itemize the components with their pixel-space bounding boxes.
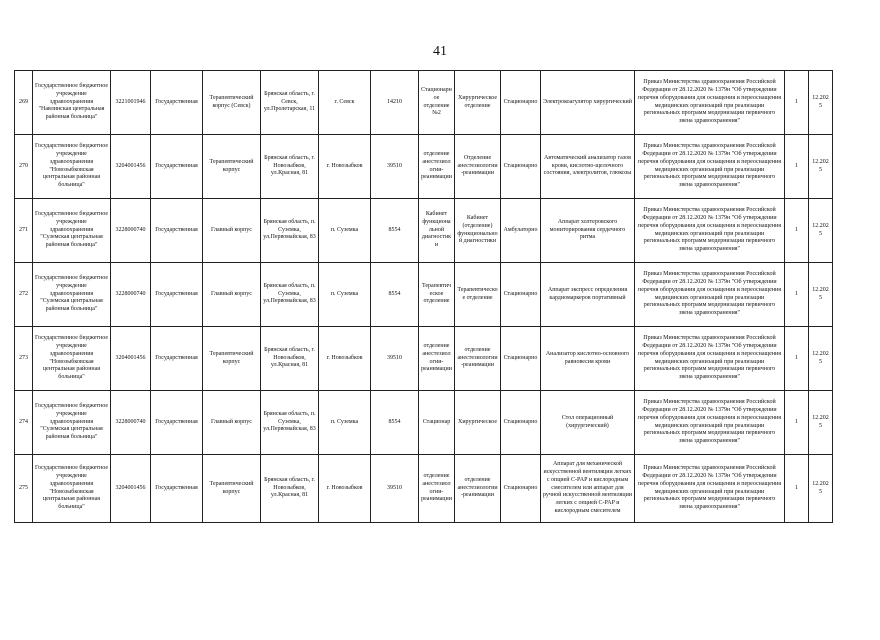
address-cell: Брянская область, г. Новозыбков, ул.Красная, 81 — [261, 135, 319, 199]
ownership-cell: Государственная — [151, 199, 203, 263]
locality-cell: г. Севск — [319, 71, 371, 135]
table-row — [15, 391, 833, 455]
table-row — [15, 455, 833, 523]
row-number-cell: 272 — [15, 263, 33, 327]
locality-code-cell: 8554 — [371, 263, 419, 327]
care-type-cell: Стационарно — [501, 455, 541, 523]
organization-cell: Государственное бюджетное учреждение здравоохранения "Суземская центральная районная больница" — [33, 263, 111, 327]
quantity-cell: 1 — [785, 327, 809, 391]
department-cell: Хирургическое отделение — [455, 71, 501, 135]
locality-cell: п. Суземка — [319, 263, 371, 327]
inn-cell: 3228000740 — [111, 391, 151, 455]
care-type-cell: Стационарно — [501, 327, 541, 391]
organization-cell: Государственное бюджетное учреждение здравоохранения "Суземская центральная районная больница" — [33, 199, 111, 263]
equipment-cell: Автоматический анализатор газов крови, кислотно-щелочного состояния, электролитов, глюкозы — [541, 135, 635, 199]
locality-code-cell: 39510 — [371, 135, 419, 199]
building-cell: Главный корпус — [203, 391, 261, 455]
address-cell: Брянская область, г. Новозыбков, ул.Красная, 81 — [261, 327, 319, 391]
locality-code-cell: 8554 — [371, 391, 419, 455]
table-row — [15, 71, 833, 135]
address-cell: Брянская область, п. Суземка, ул.Первомайская, 83 — [261, 263, 319, 327]
department-cell: Терапевтическое отделение — [455, 263, 501, 327]
ownership-cell: Государственная — [151, 455, 203, 523]
department-cell: отделение анестезиологии-реанимации — [455, 327, 501, 391]
row-number-cell: 273 — [15, 327, 33, 391]
unit-cell: отделение анестезиологии-реанимации — [419, 327, 455, 391]
locality-cell: п. Суземка — [319, 391, 371, 455]
locality-cell: п. Суземка — [319, 199, 371, 263]
building-cell: Главный корпус — [203, 199, 261, 263]
organization-cell: Государственное бюджетное учреждение здравоохранения "Новозыбковская центральная районная больница" — [33, 135, 111, 199]
care-type-cell: Стационарно — [501, 71, 541, 135]
building-cell: Терапевтический корпус — [203, 327, 261, 391]
row-number-cell: 269 — [15, 71, 33, 135]
inn-cell: 3221001946 — [111, 71, 151, 135]
ownership-cell: Государственная — [151, 71, 203, 135]
page-number: 41 — [433, 44, 447, 59]
address-cell: Брянская область, п. Суземка, ул.Первомайская, 83 — [261, 391, 319, 455]
legal-basis-cell: Приказ Министерства здравоохранения Российской Федерации от 28.12.2020 № 1379н "Об утверждении перечня оборудования для оснащения и переоснащения медицинских организаций при реализации региональных программ модернизации первичного звена здравоохранения" — [635, 199, 785, 263]
ownership-cell: Государственная — [151, 327, 203, 391]
locality-code-cell: 14210 — [371, 71, 419, 135]
row-number-cell: 274 — [15, 391, 33, 455]
address-cell: Брянская область, п. Суземка, ул.Первомайская, 83 — [261, 199, 319, 263]
locality-code-cell: 39510 — [371, 327, 419, 391]
legal-basis-cell: Приказ Министерства здравоохранения Российской Федерации от 28.12.2020 № 1379н "Об утверждении перечня оборудования для оснащения и переоснащения медицинских организаций при реализации региональных программ модернизации первичного звена здравоохранения" — [635, 263, 785, 327]
inn-cell: 3204001456 — [111, 327, 151, 391]
table-body — [15, 71, 833, 523]
deadline-cell: 12.2025 — [809, 135, 833, 199]
legal-basis-cell: Приказ Министерства здравоохранения Российской Федерации от 28.12.2020 № 1379н "Об утверждении перечня оборудования для оснащения и переоснащения медицинских организаций при реализации региональных программ модернизации первичного звена здравоохранения" — [635, 327, 785, 391]
department-cell: отделение анестезиологии-реанимации — [455, 455, 501, 523]
equipment-cell: Аппарат холтеровского мониторирования сердечного ритма — [541, 199, 635, 263]
legal-basis-cell: Приказ Министерства здравоохранения Российской Федерации от 28.12.2020 № 1379н "Об утверждении перечня оборудования для оснащения и переоснащения медицинских организаций при реализации региональных программ модернизации первичного звена здравоохранения" — [635, 455, 785, 523]
equipment-cell: Аппарат экспресс определения кардиомаркеров портативный — [541, 263, 635, 327]
building-cell: Терапевтический корпус — [203, 135, 261, 199]
quantity-cell: 1 — [785, 199, 809, 263]
row-number-cell: 275 — [15, 455, 33, 523]
organization-cell: Государственное бюджетное учреждение здравоохранения "Суземская центральная районная больница" — [33, 391, 111, 455]
organization-cell: Государственное бюджетное учреждение здравоохранения "Новозыбковская центральная районная больница" — [33, 455, 111, 523]
department-cell: Отделение анестезиологии-реанимации — [455, 135, 501, 199]
care-type-cell: Амбулаторно — [501, 199, 541, 263]
deadline-cell: 12.2025 — [809, 263, 833, 327]
organization-cell: Государственное бюджетное учреждение здравоохранения "Новозыбковская центральная районная больница" — [33, 327, 111, 391]
legal-basis-cell: Приказ Министерства здравоохранения Российской Федерации от 28.12.2020 № 1379н "Об утверждении перечня оборудования для оснащения и переоснащения медицинских организаций при реализации региональных программ модернизации первичного звена здравоохранения" — [635, 391, 785, 455]
equipment-cell: Стол операционный (хирургический) — [541, 391, 635, 455]
legal-basis-cell: Приказ Министерства здравоохранения Российской Федерации от 28.12.2020 № 1379н "Об утверждении перечня оборудования для оснащения и переоснащения медицинских организаций при реализации региональных программ модернизации первичного звена здравоохранения" — [635, 135, 785, 199]
row-number-cell: 271 — [15, 199, 33, 263]
unit-cell: Стационар — [419, 391, 455, 455]
ownership-cell: Государственная — [151, 135, 203, 199]
inn-cell: 3228000740 — [111, 199, 151, 263]
quantity-cell: 1 — [785, 391, 809, 455]
department-cell: Кабинет (отделение) функциональной диагностики — [455, 199, 501, 263]
locality-code-cell: 8554 — [371, 199, 419, 263]
building-cell: Терапевтический корпус (Севск) — [203, 71, 261, 135]
inn-cell: 3204001456 — [111, 455, 151, 523]
organization-cell: Государственное бюджетное учреждение здравоохранения "Навлинская центральная районная больница" — [33, 71, 111, 135]
department-cell: Хирургическое — [455, 391, 501, 455]
unit-cell: Терапевтическое отделение — [419, 263, 455, 327]
equipment-cell: Электрокоагулятор хирургический — [541, 71, 635, 135]
deadline-cell: 12.2025 — [809, 199, 833, 263]
unit-cell: отделение анестезиологии-реанимации — [419, 135, 455, 199]
building-cell: Терапевтический корпус — [203, 455, 261, 523]
unit-cell: Стационарное отделение №2 — [419, 71, 455, 135]
unit-cell: Кабинет функциональной диагностики — [419, 199, 455, 263]
locality-cell: г. Новозыбков — [319, 135, 371, 199]
legal-basis-cell: Приказ Министерства здравоохранения Российской Федерации от 28.12.2020 № 1379н "Об утверждении перечня оборудования для оснащения и переоснащения медицинских организаций при реализации региональных программ модернизации первичного звена здравоохранения" — [635, 71, 785, 135]
table-row — [15, 263, 833, 327]
deadline-cell: 12.2025 — [809, 391, 833, 455]
locality-cell: г. Новозыбков — [319, 327, 371, 391]
care-type-cell: Стационарно — [501, 391, 541, 455]
row-number-cell: 270 — [15, 135, 33, 199]
address-cell: Брянская область, г. Севск, ул.Пролетарская, 11 — [261, 71, 319, 135]
quantity-cell: 1 — [785, 135, 809, 199]
locality-cell: г. Новозыбков — [319, 455, 371, 523]
inn-cell: 3228000740 — [111, 263, 151, 327]
quantity-cell: 1 — [785, 455, 809, 523]
deadline-cell: 12.2025 — [809, 327, 833, 391]
table-row — [15, 135, 833, 199]
inn-cell: 3204001456 — [111, 135, 151, 199]
deadline-cell: 12.2025 — [809, 71, 833, 135]
locality-code-cell: 39510 — [371, 455, 419, 523]
address-cell: Брянская область, г. Новозыбков, ул.Красная, 81 — [261, 455, 319, 523]
equipment-cell: Аппарат для механической искусственной вентиляции легких с опцией C-PAP и кислородным смесителем или аппарат для ручной искусственной вентиляции легких с опцией C-PAP и кислородным смесителем — [541, 455, 635, 523]
unit-cell: отделение анестезиологии-реанимации — [419, 455, 455, 523]
table-row — [15, 199, 833, 263]
table-row — [15, 327, 833, 391]
care-type-cell: Стационарно — [501, 263, 541, 327]
care-type-cell: Стационарно — [501, 135, 541, 199]
building-cell: Главный корпус — [203, 263, 261, 327]
ownership-cell: Государственная — [151, 263, 203, 327]
quantity-cell: 1 — [785, 263, 809, 327]
equipment-cell: Анализатор кислотно-основного равновесия крови — [541, 327, 635, 391]
deadline-cell: 12.2025 — [809, 455, 833, 523]
ownership-cell: Государственная — [151, 391, 203, 455]
quantity-cell: 1 — [785, 71, 809, 135]
equipment-register-table — [14, 70, 833, 523]
